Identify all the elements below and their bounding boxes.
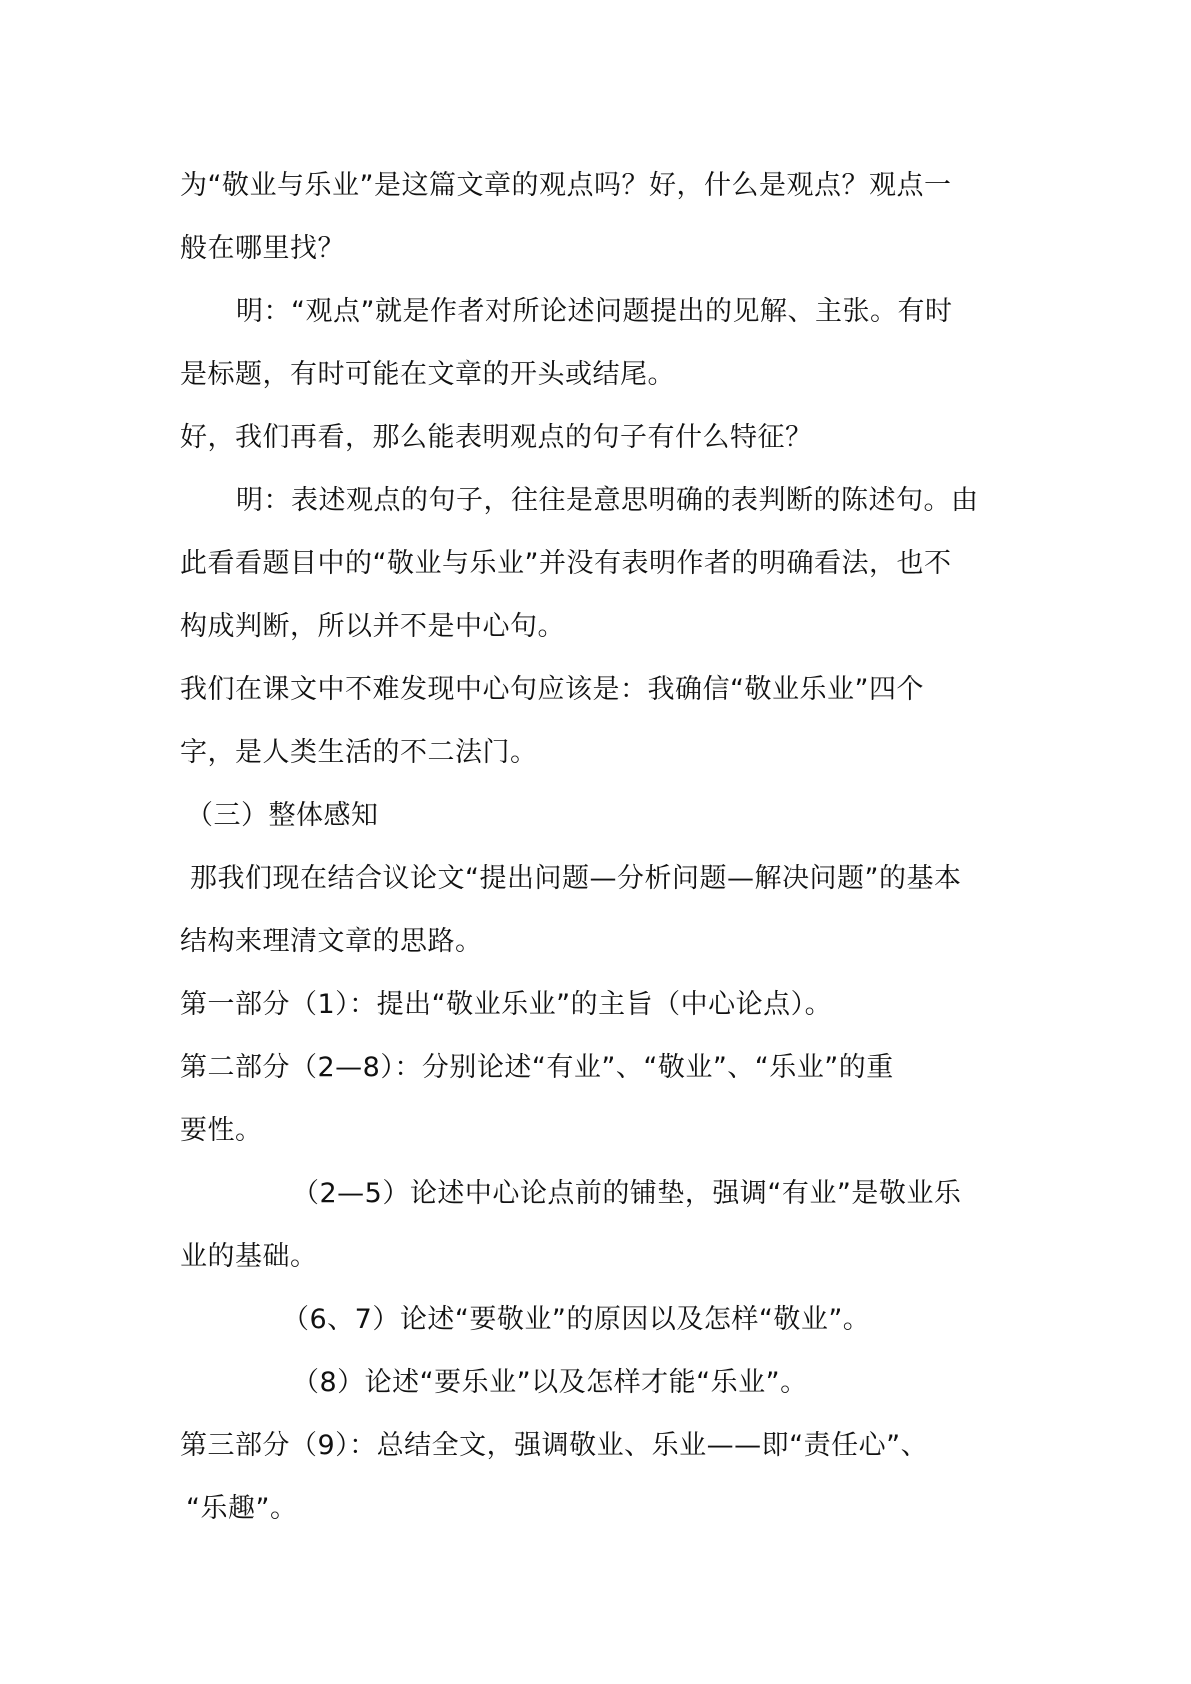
text-line: 字，是人类生活的不二法门。 <box>180 737 538 768</box>
text-line: 般在哪里找？ <box>180 233 345 264</box>
text-line: （2—5）论述中心论点前的铺垫，强调“有业”是敬业乐 <box>292 1178 962 1209</box>
text-line: 结构来理清文章的思路。 <box>180 926 483 957</box>
text-line: 构成判断，所以并不是中心句。 <box>180 611 565 642</box>
text-line: 第二部分（2—8）：分别论述“有业”、“敬业”、“乐业”的重 <box>180 1052 894 1083</box>
text-line: 业的基础。 <box>180 1241 318 1272</box>
text-line: 为“敬业与乐业”是这篇文章的观点吗？好，什么是观点？观点一 <box>180 170 952 201</box>
text-line: 那我们现在结合议论文“提出问题—分析问题—解决问题”的基本 <box>190 863 962 894</box>
text-line: 要性。 <box>180 1115 263 1146</box>
text-line: （8）论述“要乐业”以及怎样才能“乐业”。 <box>292 1367 808 1398</box>
text-line: （6、7）论述“要敬业”的原因以及怎样“敬业”。 <box>282 1304 871 1335</box>
text-line: 第三部分（9）：总结全文，强调敬业、乐业——即“责任心”、 <box>180 1430 929 1461</box>
text-line: 明：表述观点的句子，往往是意思明确的表判断的陈述句。由 <box>236 485 979 516</box>
text-line: “乐趣”。 <box>186 1493 298 1524</box>
text-line: 明：“观点”就是作者对所论述问题提出的见解、主张。有时 <box>236 296 953 327</box>
text-line: 是标题，有时可能在文章的开头或结尾。 <box>180 359 675 390</box>
text-line: 第一部分（1）：提出“敬业乐业”的主旨（中心论点）。 <box>180 989 833 1020</box>
section-heading: （三）整体感知 <box>186 800 379 831</box>
text-line: 好，我们再看，那么能表明观点的句子有什么特征？ <box>180 422 813 453</box>
text-line: 我们在课文中不难发现中心句应该是：我确信“敬业乐业”四个 <box>180 674 924 705</box>
text-line: 此看看题目中的“敬业与乐业”并没有表明作者的明确看法，也不 <box>180 548 952 579</box>
